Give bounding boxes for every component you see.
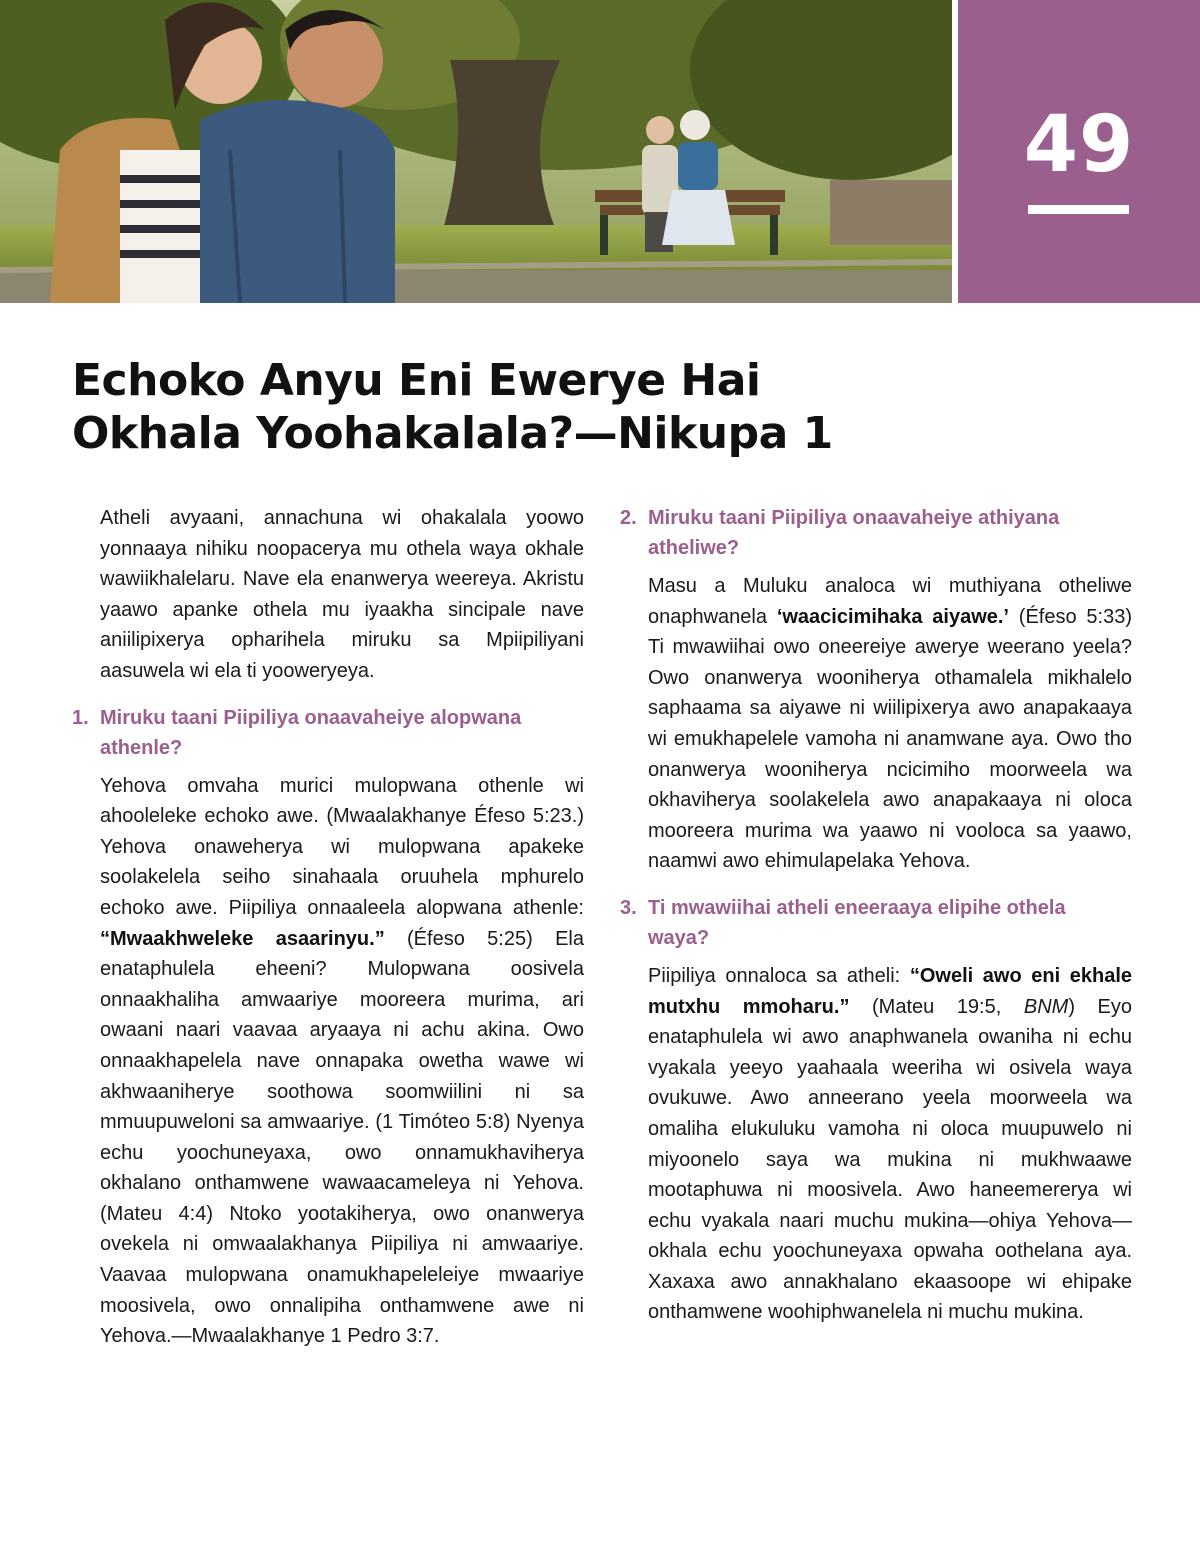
section-3-ref-abbr: BNM <box>1023 995 1069 1018</box>
hero-photo <box>0 0 952 303</box>
section-1 <box>72 703 584 1352</box>
section-3-heading-text: Ti mwawiihai atheli eneeraaya elipihe othela waya? <box>648 896 1066 949</box>
section-3 <box>620 893 1132 1328</box>
title-line-2: Okhala Yoohakalala?—Nikupa 1 <box>72 408 833 459</box>
section-2-text-a: Masu a Muluku analoca wi muthiyana otheliwe onaphwanela <box>648 575 1132 628</box>
park-scene-image <box>0 0 952 303</box>
section-2-quote: ‘waacicimihaka aiyawe.’ <box>776 605 1009 628</box>
section-2-heading-text: Miruku taani Piipiliya onaavaheiye athiyana atheliwe? <box>648 507 1060 559</box>
section-1-quote: “Mwaakhweleke asaarinyu.” <box>100 927 385 950</box>
section-2-number: 2. <box>620 507 637 529</box>
section-1-text-b: (Éfeso 5:25) Ela enataphulela eheeni? Mulopwana oosivela onnaakhaliha amwaariye mooreera murima, ari owaani naari vaavaa aryaaya ni achu akina. Owo onnaakhapelela nave onnapaka owetha wawe wi akhwaaniherye soothowa soomwiilini ni sa mmuupuweloni sa amwaariye. (1 Timóteo 5:8) Nyenya echu yoochuneyaxa, owo onnamukhaviherya okhalano onthamwene wawaacameleya ni Yehova. (Mateu 4:4) Ntoko yootakiherya, owo onanwerya ovekela ni omwaalakhanya Piipiliya ni amwaariye. Vaavaa mulopwana onamukhapeleleiye mwaariye moosivela, owo onnalipiha onthamwene awe ni Yehova.—Mwaalakhanye 1 Pedro 3:7. <box>100 927 584 1348</box>
right-column <box>620 503 1132 1344</box>
title-line-1: Echoko Anyu Eni Ewerye Hai <box>72 355 761 406</box>
section-3-text-b: ) Eyo enataphulela wi awo anaphwanela owaniha ni echu vyakala yeeyo yaahaala weeriha wi osivela waya ovukuwe. Awo anneerano yeela moorweela wa omaliha elukuluku vamoha ni oloca muupuwelo ni miyoonelo saya wa mukina ni mukhwaawe mootaphuwa ni moosivela. Awo haneemererya wi echu vyakala naari muchu mukina—ohiya Yehova—okhala echu yoochuneyaxa opwaha oothelana aya. Xaxaxa awo annakhalano ekaasoope wi ehipake onthamwene woohiphwanelela ni muchu mukina. <box>648 995 1132 1324</box>
intro-paragraph: Atheli avyaani, annachuna wi ohakalala yoowo yonnaaya nihiku noopacerya mu othela waya okhale wawiikhalelaru. Nave ela enanwerya weereya. Akristu yaawo apanke othela mu iyaakha sincipale nave aniilipixerya opharihela miruku sa Mpiipiliyani aasuwela wi ela ti yooweryeya. <box>100 507 584 682</box>
section-3-text-a: Piipiliya onnaloca sa atheli: <box>648 964 910 987</box>
section-3-ref-pre: (Mateu 19:5, <box>849 995 1024 1018</box>
section-2 <box>620 503 1132 877</box>
section-3-heading <box>620 893 1132 953</box>
lesson-number: 49 <box>1023 100 1135 190</box>
section-3-quote: “Oweli awo eni ekhale mutxhu mmoharu.” <box>648 964 1132 1018</box>
section-3-number: 3. <box>620 896 637 919</box>
left-column <box>72 503 584 1368</box>
lesson-number-box <box>958 0 1200 303</box>
section-3-paragraph <box>648 961 1132 1328</box>
section-1-paragraph <box>100 771 584 1352</box>
section-2-heading <box>620 503 1132 563</box>
section-1-text-a: Yehova omvaha murici mulopwana othenle wi ahooleleke echoko awe. (Mwaalakhanye Éfeso 5:23.) Yehova onaweherya wi mulopwana apakeke soolakelela seiho sinahaala oruuhela mphurelo echoko awe. Piipiliya onnaaleela alopwana athenle: <box>100 774 584 919</box>
section-1-heading-text: Miruku taani Piipiliya onaavaheiye alopwana athenle? <box>100 706 522 759</box>
section-2-text-b: (Éfeso 5:33) Ti mwawiihai owo oneereiye awerye weerano yeela? Owo onanwerya wooniherya othamalela mikhalelo saphaama sa aiyawe ni wiilipixerya awo anapakaaya wi emukhapelele vamoha ni anamwane aya. Owo tho onanwerya wooniherya ncicimiho moorweela wa okhaviherya soolakelela awo anapakaaya ni oloca mooreera murima wa yaawo ni vooloca sa yaawo, naamwi awo ehimulapelaka Yehova. <box>648 605 1132 873</box>
lesson-number-underline <box>1028 205 1129 214</box>
section-2-paragraph <box>648 571 1132 877</box>
section-1-number: 1. <box>72 706 89 729</box>
page-title <box>72 354 972 460</box>
section-1-heading <box>72 703 584 763</box>
